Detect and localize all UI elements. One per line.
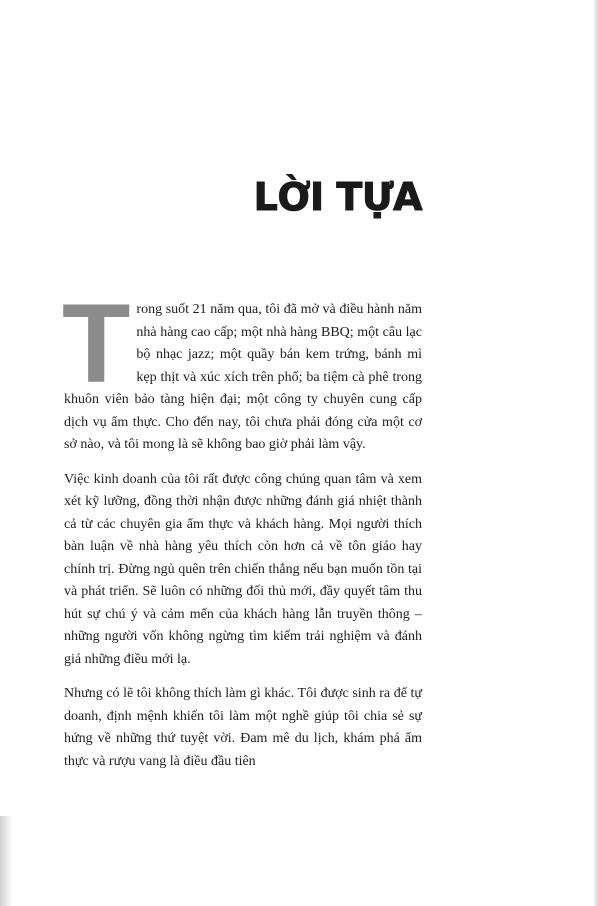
drop-cap: T (62, 281, 131, 406)
chapter-title: LỜI TỰA (253, 175, 422, 219)
body-text (62, 281, 422, 785)
paragraph-3: Nhưng có lẽ tôi không thích làm gì khác. Tôi được sinh ra để tự doanh, định mệnh khiến tôi làm một nghề giúp tôi chia sẻ sự hứng về những thứ tuyệt vời. Đam mê du lịch, khám phá ẩm thực và rượu vang là điều đầu tiên (64, 686, 422, 769)
paragraph-1 (62, 281, 422, 457)
page-corner-shadow (0, 816, 12, 906)
paragraph-2: Việc kinh doanh của tôi rất được công chúng quan tâm và xem xét kỹ lưỡng, đồng thời nhận được những đánh giá nhiệt thành cả từ các chuyên gia ẩm thực và khách hàng. Mọi người thích bàn luận về nhà hàng yêu thích còn hơn cả về tôn giáo hay chính trị. Đừng ngủ quên trên chiến thắng nếu bạn muốn tồn tại và phát triển. Sẽ luôn có những đối thủ mới, đầy quyết tâm thu hút sự chú ý và cảm mến của khách hàng lẫn truyền thông – những người vốn không ngừng tìm kiếm trải nghiệm và đánh giá những điều mới lạ. (64, 471, 422, 667)
page-edge (594, 0, 598, 906)
paragraph-1-text: rong suốt 21 năm qua, tôi đã mở và điều hành năm nhà hàng cao cấp; một nhà hàng BBQ; một câu lạc bộ nhạc jazz; một quầy bán kem trứng, bánh mì kẹp thịt và xúc xích trên phố; ba tiệm cà phê trong khuôn viên bảo tàng hiện đại; một công ty chuyên cung cấp dịch vụ ẩm thực. Cho đến nay, tôi chưa phải đóng cửa một cơ sở nào, và tôi mong là sẽ không bao giờ phải làm vậy. (64, 302, 422, 452)
